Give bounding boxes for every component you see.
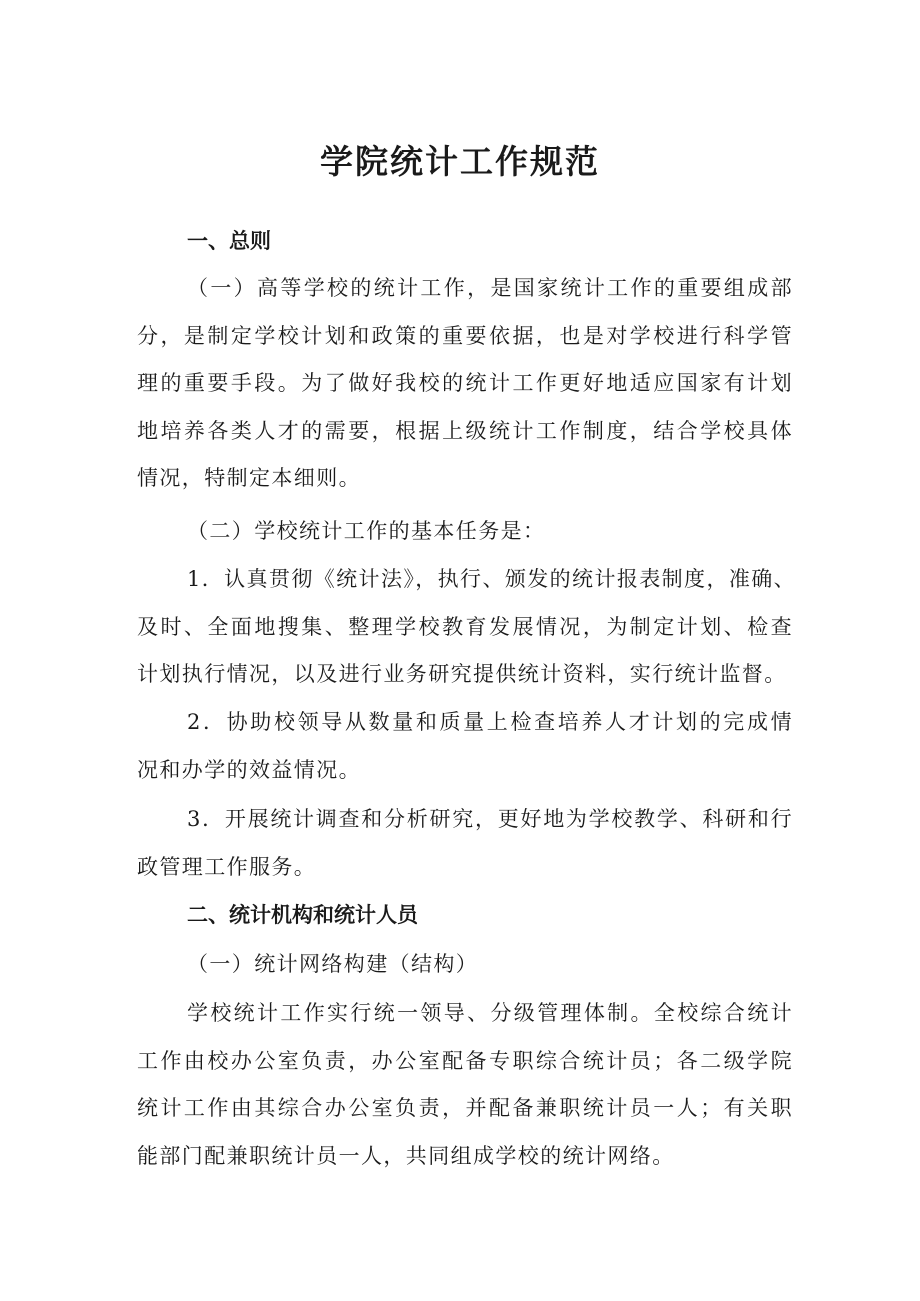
text-line: （一）统计网络构建（结构）	[187, 952, 479, 976]
section-heading-general: 一、总则	[187, 229, 271, 253]
text-line: 及时、全面地搜集、整理学校教育发展情况，为制定计划、检查	[137, 614, 793, 639]
text-line: 计划执行情况，以及进行业务研究提供统计资料，实行统计监督。	[137, 662, 787, 686]
text-line: （一）高等学校的统计工作，是国家统计工作的重要组成部	[187, 276, 793, 300]
text-line: 情况，特制定本细则。	[137, 466, 361, 490]
paragraph-task-3	[137, 796, 837, 891]
text-line: 分，是制定学校计划和政策的重要依据，也是对学校进行科学管	[137, 323, 793, 348]
text-line: 能部门配兼职统计员一人，共同组成学校的统计网络。	[137, 1143, 675, 1168]
text-line: 学校统计工作实行统一领导、分级管理体制。全校综合统计	[187, 1001, 793, 1025]
text-line: （二）学校统计工作的基本任务是：	[187, 519, 546, 543]
text-line: 2．协助校领导从数量和质量上检查培养人才计划的完成情	[187, 710, 793, 734]
paragraph-organization-2	[137, 990, 837, 1180]
text-line: 况和办学的效益情况。	[137, 757, 361, 782]
paragraph-general-1	[137, 265, 837, 503]
paragraph-organization-1	[137, 941, 837, 989]
paragraph-task-1	[137, 556, 837, 699]
text-line: 1．认真贯彻《统计法》，执行、颁发的统计报表制度，准确、	[187, 567, 797, 591]
page-title: 学院统计工作规范	[320, 142, 600, 181]
paragraph-general-2	[137, 508, 837, 556]
text-line: 工作由校办公室负责，办公室配备专职综合统计员；各二级学院	[137, 1048, 793, 1073]
text-line: 地培养各类人才的需要，根据上级统计工作制度，结合学校具体	[137, 418, 793, 443]
text-line: 3．开展统计调查和分析研究，更好地为学校教学、科研和行	[187, 807, 793, 831]
text-line: 统计工作由其综合办公室负责，并配备兼职统计员一人；有关职	[137, 1096, 793, 1120]
text-line: 理的重要手段。为了做好我校的统计工作更好地适应国家有计划	[137, 371, 793, 395]
text-line: 政管理工作服务。	[137, 854, 317, 879]
paragraph-task-2	[137, 699, 837, 794]
section-heading-organization: 二、统计机构和统计人员	[187, 903, 418, 927]
